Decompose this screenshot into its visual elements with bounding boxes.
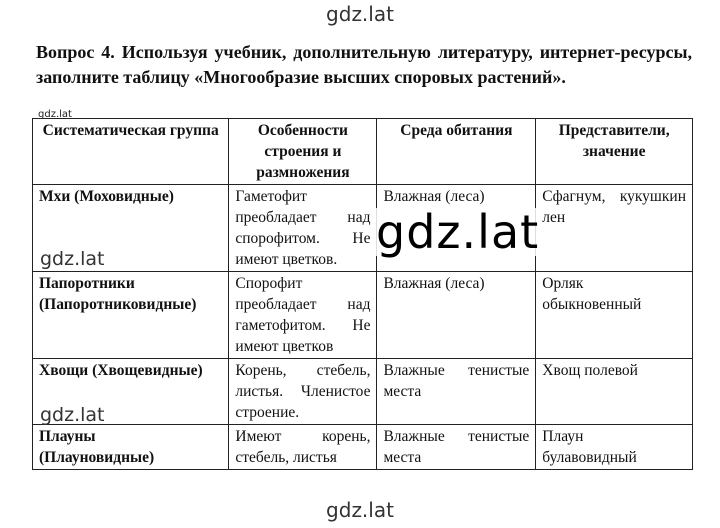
watermark-left-1: gdz.lat	[40, 248, 105, 270]
watermark-bottom: gdz.lat	[326, 498, 394, 522]
watermark-top: gdz.lat	[326, 2, 394, 26]
cell-habitat: Влажная (леса)	[377, 185, 536, 272]
table-header-row	[33, 119, 693, 185]
cell-habitat: Влажные тенистые места	[377, 359, 536, 425]
cell-group: Мхи (Моховидные)	[33, 185, 229, 272]
cell-group: Папоротники (Папоротниковидные)	[33, 272, 229, 359]
cell-structure: Гаметофит преобладает над спорофитом. Не имеют цветков.	[229, 185, 377, 272]
cell-representatives: Плаун булавовидный	[536, 425, 693, 470]
header-group: Систематическая группа	[33, 119, 229, 185]
spore-plants-table	[32, 118, 693, 470]
cell-structure: Имеют корень, стебель, листья	[229, 425, 377, 470]
header-representatives: Представители, значение	[536, 119, 693, 185]
table-row	[33, 272, 693, 359]
cell-representatives: Хвощ полевой	[536, 359, 693, 425]
table-row	[33, 185, 693, 272]
watermark-tiny: gdz.lat	[38, 109, 72, 120]
cell-representatives: Орляк обыкновенный	[536, 272, 693, 359]
cell-structure: Корень, стебель, листья. Членистое строение.	[229, 359, 377, 425]
cell-habitat: Влажная (леса)	[377, 272, 536, 359]
header-habitat: Среда обитания	[377, 119, 536, 185]
cell-habitat: Влажные тенистые места	[377, 425, 536, 470]
cell-group: Хвощи (Хвощевидные)	[33, 359, 229, 425]
watermark-large: gdz.lat	[376, 205, 540, 259]
cell-group: Плауны (Плауновидные)	[33, 425, 229, 470]
cell-structure: Спорофит преобладает над гаметофитом. Не имеют цветков	[229, 272, 377, 359]
table-row	[33, 425, 693, 470]
table-row	[33, 359, 693, 425]
cell-representatives: Сфагнум, кукушкин лен	[536, 185, 693, 272]
question-text: Вопрос 4. Используя учебник, дополнительную литературу, интернет-ресурсы, заполните таблицу «Многообразие высших споровых растений».	[36, 42, 692, 87]
header-structure: Особенности строения и размножения	[229, 119, 377, 185]
watermark-left-2: gdz.lat	[40, 404, 105, 426]
